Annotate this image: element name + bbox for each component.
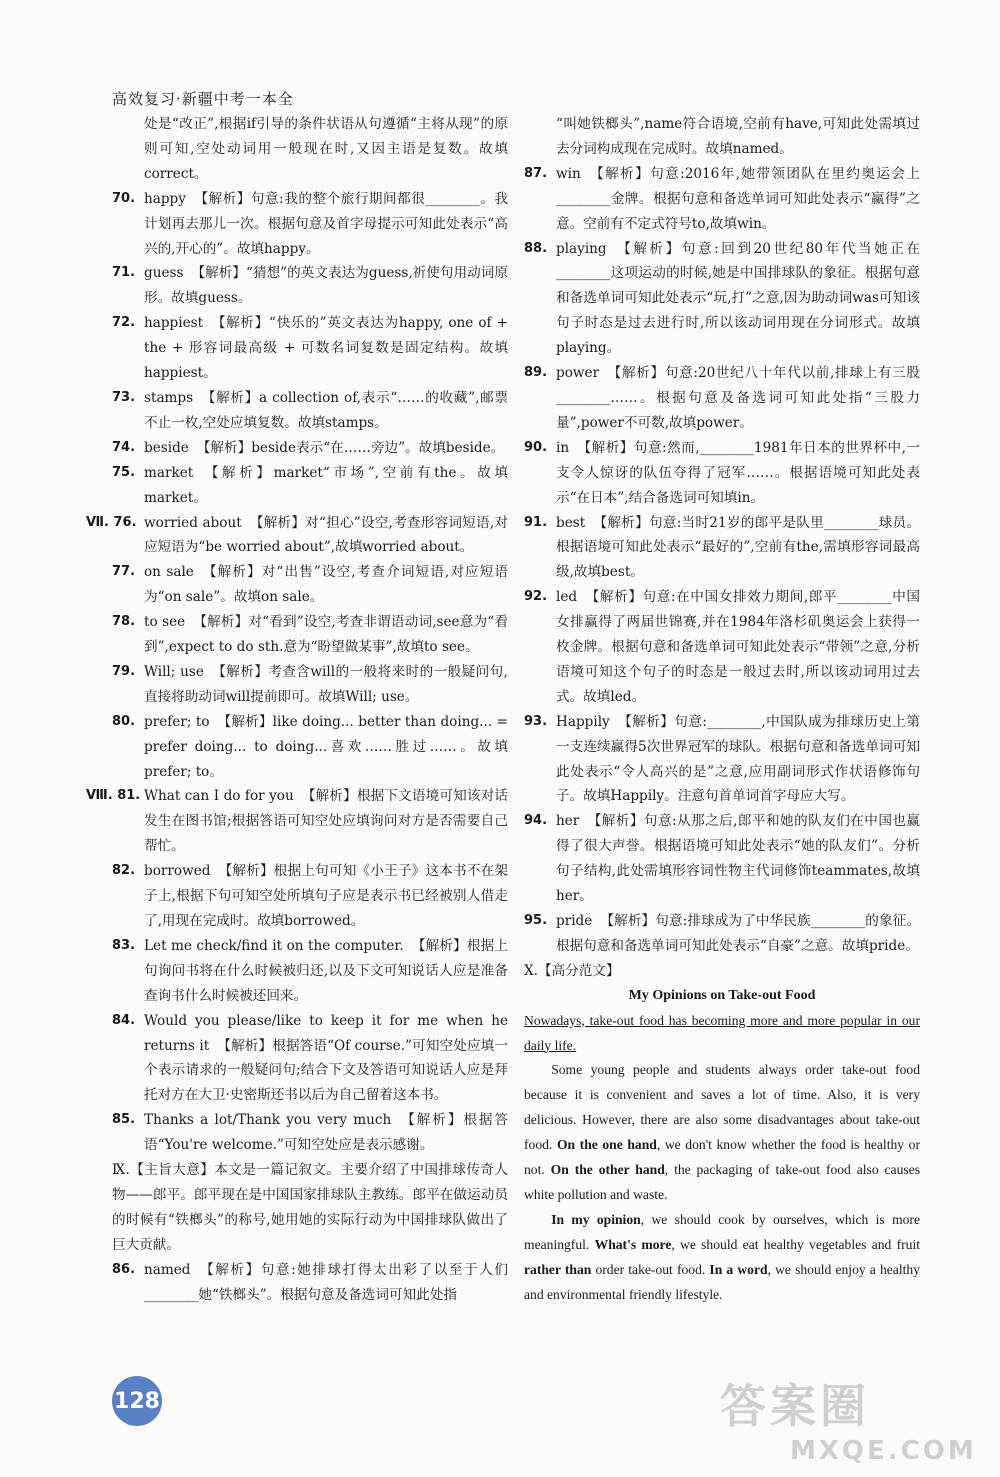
answer-item — [524, 710, 920, 810]
essay-phrase: In a word — [709, 1261, 768, 1277]
item-number: 74. — [112, 439, 136, 455]
answer-item — [524, 809, 920, 909]
answer-item — [86, 511, 508, 561]
item-number: 82. — [112, 863, 136, 879]
answer-item — [112, 859, 508, 934]
item-answer: prefer; to — [144, 713, 210, 730]
essay-phrase: What's more — [594, 1236, 672, 1252]
item-number: 71. — [112, 265, 136, 281]
answer-item — [112, 1009, 508, 1109]
item-number: 90. — [524, 439, 548, 455]
item-answer: pride — [556, 913, 593, 929]
item-explanation: 【解析】句意:然而,________1981年日本的世界杯中,一支令人惊讶的队伍夺得了冠军……。根据语境可知此处表示“在日本”,结合备选词可知填in。 — [556, 439, 920, 506]
item-answer: stamps — [144, 389, 194, 406]
answer-item — [112, 1258, 508, 1308]
item-explanation: 【解析】like doing... better than doing... = prefer doing... to doing...喜欢……胜过……。故填prefer; to。 — [144, 713, 508, 780]
answer-item — [524, 511, 920, 586]
item-answer: market — [144, 464, 194, 481]
essay-paragraph — [524, 1208, 920, 1308]
item-number: 79. — [112, 663, 136, 679]
item-explanation: 【解析】对“看到”设空,考查非谓语动词,see意为“看到”,expect to do sth.意为“盼望做某事”,故填to see。 — [144, 614, 508, 656]
essay-paragraph: Nowadays, take-out food has becoming more and more popular in our daily life. — [524, 1012, 920, 1053]
essay-text: , we should eat healthy vegetables and fruit — [671, 1236, 920, 1252]
item-explanation: 【解析】句意:2016年,她带领团队在里约奥运会上________金牌。根据句意和备选单词可知此处表示“赢得”之意。空前有不定式符号to,故填win。 — [556, 165, 920, 232]
item-explanation: 【解析】句意:从那之后,郎平和她的队友们在中国也赢得了很大声誉。根据语境可知此处表示“她的队友们”。分析句子结构,此处需填形容词性物主代词修饰teammates,故填her。 — [556, 813, 920, 905]
item-answer: guess — [144, 265, 184, 282]
item-number: 88. — [524, 240, 548, 256]
page-number: 128 — [112, 1376, 162, 1426]
answer-item — [112, 710, 508, 785]
item-explanation: 【解析】句意:当时21岁的郎平是队里________球员。根据语境可知此处表示“最好的”,空前有the,需填形容词最高级,故填best。 — [556, 514, 920, 581]
item-explanation: 【解析】beside表示“在……旁边”。故填beside。 — [196, 439, 505, 456]
answer-item — [524, 909, 920, 959]
item-explanation: 【解析】根据答语“You're welcome.”可知空处应是表示感谢。 — [144, 1112, 509, 1154]
answer-item — [112, 436, 508, 461]
item-answer: Happily — [556, 713, 610, 730]
item-answer: to see — [144, 614, 186, 631]
item-explanation: 【解析】句意:在中国女排效力期间,郎平________中国女排赢得了两届世锦赛,并在1984年洛杉矶奥运会上获得一枚金牌。根据句意和备选单词可知此处表示“带领”之意,分析语境可知这个句子的时态是一般过去时,所以该动词用过去式。故填led。 — [556, 589, 920, 705]
answer-item — [112, 1108, 508, 1158]
watermark-en: MXQE.COM — [790, 1436, 977, 1466]
essay-phrase: In my opinion — [551, 1211, 641, 1227]
item-explanation: 【解析】考查含will的一般将来时的一般疑问句,直接将助动词will提前即可。故填Will; use。 — [144, 663, 508, 705]
answer-item — [524, 436, 920, 511]
item-explanation: 【解析】a collection of,表示“……的收藏”,邮票不止一枚,空处应填复数。故填stamps。 — [144, 389, 508, 431]
essay-text: Some young people and students always order take-out food because it is convenient and saves a lot of time. Also, it is very delicious. However, there are also some disadvantages about take-out food. — [524, 1062, 920, 1153]
item-number: 93. — [524, 713, 548, 729]
item-answer: What can I do for you — [144, 788, 294, 805]
item-answer: named — [144, 1261, 191, 1278]
item-explanation: 【解析】根据下文语境可知该对话发生在图书馆;根据答语可知空处应填询问对方是否需要自己帮忙。 — [144, 788, 508, 855]
item-answer: in — [556, 439, 570, 456]
right-column — [524, 112, 920, 1308]
answer-item — [86, 784, 508, 859]
item-number: Ⅶ. 76. — [86, 514, 137, 530]
answer-item — [112, 112, 508, 187]
item-number: 92. — [524, 589, 548, 605]
item-explanation: 【解析】market“市场”,空前有the。故填market。 — [144, 464, 508, 506]
item-number: 73. — [112, 389, 136, 405]
essay-text: , the packaging of take-out food also causes white pollution and waste. — [524, 1162, 921, 1202]
essay-paragraph — [524, 1058, 920, 1207]
item-answer: her — [556, 813, 580, 830]
item-explanation: 【解析】句意:________,中国队成为排球历史上第一支连续赢得5次世界冠军的球队。根据句意和备选单词可知此处表示“令人高兴的是”之意,应用副词形式作状语修饰句子。故填Happily。注意句首单词首字母应大写。 — [556, 713, 920, 805]
item-answer: borrowed — [144, 863, 211, 880]
watermark-logo — [720, 1370, 980, 1470]
answer-item — [112, 560, 508, 610]
model-essay — [524, 984, 920, 1308]
item-explanation: 【解析】根据上句可知《小王子》这本书不在架子上,根据下句可知空处所填句子应是表示书已经被别人借走了,用现在完成时。故填borrowed。 — [144, 863, 508, 929]
item-answer: worried about — [144, 514, 242, 531]
item-explanation: 【解析】“猜想”的英文表达为guess,祈使句用动词原形。故填guess。 — [144, 265, 508, 307]
item-number: 83. — [112, 937, 136, 953]
essay-phrase: On the one hand — [556, 1137, 657, 1153]
essay-text: order take-out food. — [595, 1261, 706, 1277]
item-number: Ⅷ. 81. — [86, 788, 141, 804]
answer-item — [524, 361, 920, 436]
answer-item — [112, 660, 508, 710]
item-answer: playing — [556, 240, 607, 257]
item-explanation: 处是“改正”,根据if引导的条件状语从句遵循“主将从现”的原则可知,空处动词用一般现在时,又因主语是复数。故填correct。 — [144, 116, 508, 182]
essay-text: , we should cook by ourselves, which is more meaningful. — [524, 1211, 920, 1252]
item-explanation: 【解析】“快乐的”英文表达为happy, one of + the + 形容词最高级 + 可数名词复数是固定结构。故填happiest。 — [144, 315, 508, 382]
item-number: 89. — [524, 365, 548, 381]
item-number: 70. — [112, 190, 136, 206]
answer-item — [112, 461, 508, 511]
item-explanation: 【解析】对“担心”设空,考查形容词短语,对应短语为“be worried about”,故填worried about。 — [144, 514, 508, 556]
item-answer: happy — [144, 190, 186, 207]
answer-item — [112, 261, 508, 311]
item-answer: happiest — [144, 315, 204, 332]
answer-item — [524, 112, 920, 162]
item-number: 80. — [112, 713, 136, 729]
answer-item — [112, 311, 508, 386]
essay-text: , we should enjoy a healthy and environmental friendly lifestyle. — [524, 1261, 920, 1302]
item-answer: Would you please/like to keep it for me when he returns it — [144, 1012, 508, 1054]
item-answer: win — [556, 165, 581, 182]
item-number: 84. — [112, 1012, 136, 1028]
item-answer: beside — [144, 439, 189, 456]
item-number: 75. — [112, 464, 136, 480]
section-10-label: Ⅹ.【高分范文】 — [524, 962, 620, 979]
section-9-summary: Ⅸ.【主旨大意】本文是一篇记叙文。主要介绍了中国排球传奇人物——郎平。郎平现在是中国国家排球队主教练。郎平在做运动员的时候有“铁榔头”的称号,她用她的实际行动为中国排球队做出了巨大贡献。 — [112, 1162, 508, 1253]
item-answer: best — [556, 514, 586, 531]
essay-text: , we don't know whether the food is healthy or not. — [524, 1137, 921, 1178]
item-answer: led — [556, 589, 578, 606]
essay-phrase: rather than — [524, 1261, 592, 1277]
item-number: 85. — [112, 1112, 136, 1128]
item-explanation: 【解析】句意:排球成为了中华民族________的象征。根据句意和备选单词可知此处表示“自豪”之意。故填pride。 — [556, 913, 920, 954]
item-explanation: 【解析】根据答语“Of course.”可知空处应填一个表示请求的一般疑问句;结合下文及答语可知说话人应是拜托对方在大卫·史密斯还书以后为自己留着这本书。 — [144, 1037, 508, 1104]
item-explanation: 【解析】句意:回到20世纪80年代当她正在________这项运动的时候,她是中国排球队的象征。根据句意和备选单词可知此处表示“玩,打”之意,因为助动词was可知该句子时态是过去进行时,所以该动词用现在分词形式。故填playing。 — [556, 240, 920, 357]
item-explanation: 【解析】根据上句询问书将在什么时候被归还,以及下文可知说话人应是准备查询书什么时候被还回来。 — [144, 937, 508, 1004]
item-number: 95. — [524, 913, 548, 928]
item-answer: Will; use — [144, 663, 204, 680]
item-number: 91. — [524, 514, 548, 530]
item-answer: on sale — [144, 564, 194, 581]
watermark-cn: 答案圈 — [720, 1379, 870, 1433]
essay-title: My Opinions on Take-out Food — [628, 987, 816, 1003]
answer-item — [112, 386, 508, 436]
item-number: 87. — [524, 165, 548, 181]
item-explanation: 【解析】对“出售”设空,考查介词短语,对应短语为“on sale”。故填on sale。 — [144, 564, 509, 606]
item-answer: Thanks a lot/Thank you very much — [144, 1112, 392, 1129]
essay-phrase: On the other hand — [550, 1162, 665, 1178]
item-number: 94. — [524, 813, 548, 829]
item-answer: Let me check/find it on the computer. — [144, 937, 404, 954]
running-header: 高效复习·新疆中考一本全 — [112, 90, 294, 108]
item-number: 77. — [112, 564, 136, 580]
item-number: 72. — [112, 315, 136, 331]
item-explanation: 【解析】句意:我的整个旅行期间都很________。我计划再去那儿一次。根据句意及首字母提示可知此处表示“高兴的,开心的”。故填happy。 — [144, 190, 508, 257]
answer-item — [112, 187, 508, 262]
left-column — [86, 112, 509, 1308]
item-explanation: 【解析】句意:20世纪八十年代以前,排球上有三股________……。根据句意及备选词可知此处指“三股力量”,power不可数,故填power。 — [556, 365, 920, 431]
item-number: 86. — [112, 1261, 136, 1277]
answer-item — [112, 610, 508, 660]
answer-item — [524, 237, 920, 362]
item-explanation: “叫她铁榔头”,name符合语境,空前有have,可知此处需填过去分词构成现在完成时。故填named。 — [556, 116, 920, 157]
item-number: 78. — [112, 614, 136, 630]
answer-item — [524, 162, 920, 237]
item-explanation: 【解析】句意:她排球打得太出彩了以至于人们________她“铁榔头”。根据句意及备选词可知此处指 — [144, 1261, 508, 1303]
answer-item — [524, 585, 920, 710]
answer-item — [112, 934, 508, 1009]
item-answer: power — [556, 365, 600, 382]
